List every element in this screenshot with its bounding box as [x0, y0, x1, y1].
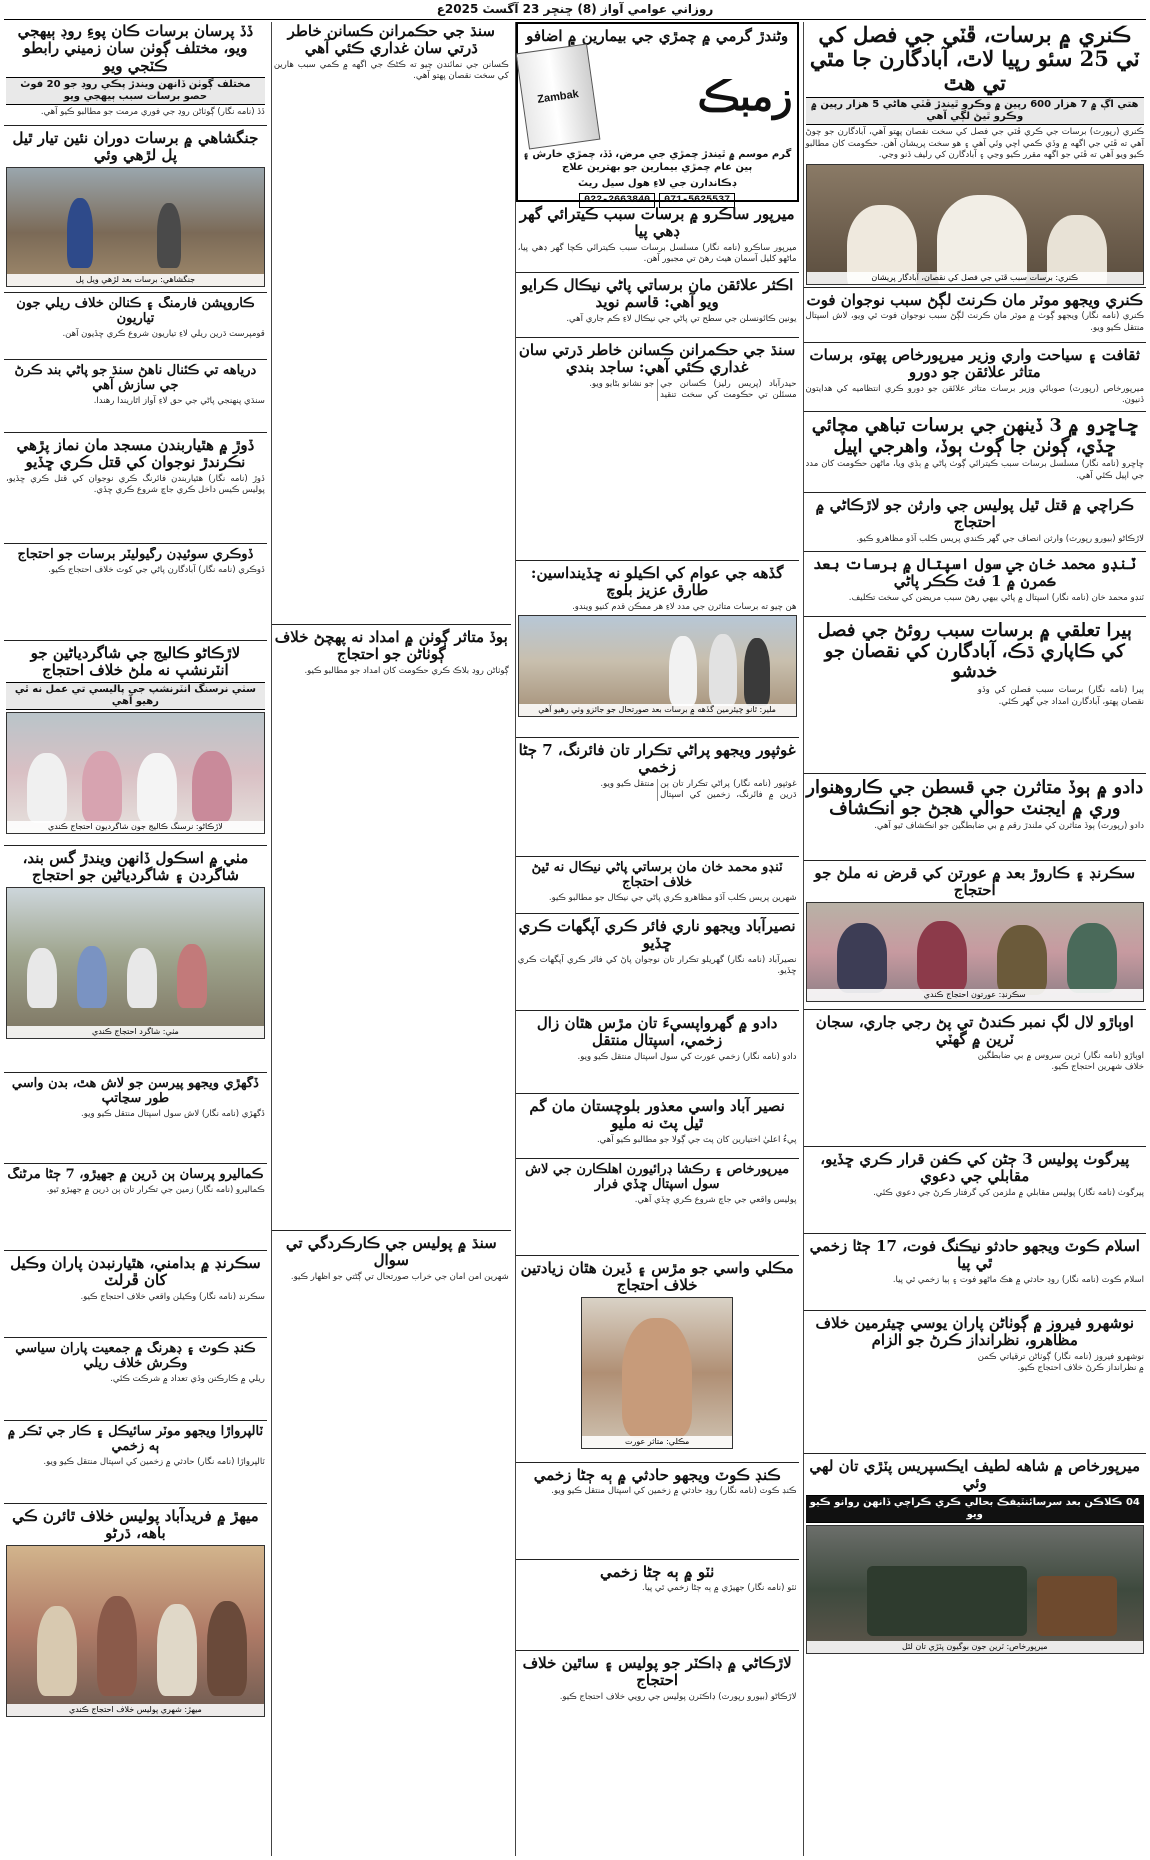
headline: ڪاروپشن فارمنگ ۽ ڪنالن خلاف ريلي جون تياريون [16, 296, 255, 326]
story-jamiat-rally [4, 1341, 267, 1421]
story-canal-conspiracy [4, 363, 267, 433]
story-body: ڪنري (رپورٽ) برسات جي ڪري ڦٽي جي فصل کي سخت نقصان پهتو آهي، آبادگارن جو چوڻ آهي ته ڦٽي جي اگهه ۾ وڏي ڪمي اچي وئي آهي ۽ هو سخت پريشان آهن. حڪومت کان مطالبو ڪيو ويو آهي ته ڦٽي جو اگهه مقرر ڪيو وڃي ۽ آبادگارن کي رليف ڏنو وڃي. [805, 127, 1144, 161]
headline: گڏهه جي عوام کي اڪيلو نه ڇڏينداسين: طارق عزيز بلوچ [530, 564, 784, 600]
headline: ٻيرا تعلقي ۾ برسات سبب روئڻ جي فصل کي ڪاپاري ڌڪ، آبادگارن کي نقصان جو خدشو [817, 620, 1132, 683]
story-body: سنڌي پنهنجي پاڻي جي حق لاءِ آواز اٿاريندا رهندا. [93, 395, 265, 406]
story-body: ڇاڇرو (نامه نگار) مسلسل برسات سبب ڪيترائي ڳوٺ پاڻي ۾ ٻڏي ويا، ماڻهن حڪومت کان مدد جي اپيل ڪئي آهي. [805, 459, 1144, 481]
story-body: لاڙڪاڻو (بيورو رپورٽ) ڊاڪٽرن پوليس جي رويي خلاف احتجاج ڪيو. [559, 1691, 797, 1702]
headline: ميرپور ساڪرو ۾ برسات سبب ڪيترائي گهر ڊهي پيا [519, 205, 795, 241]
story-body: اوٻاڙو (نامه نگار) ٽرين سروس ۾ بي ضابطگين خلاف شهرين احتجاج ڪيو. [977, 1050, 1144, 1072]
story-dadu-wife [516, 1014, 799, 1094]
subheadline: هتي اڳ ۾ 7 هزار 600 رپين ۾ وڪرو ٿيندڙ ڦٽي هاڻي 5 هزار رپين ۾ وڪرو ٿيڻ لڳي آهي [806, 97, 1144, 125]
story-body: ڪنڊ ڪوٽ (نامه نگار) روڊ حادثي ۾ زخمين کي اسپتال منتقل ڪيو ويو. [551, 1486, 797, 1497]
photo-caption: لاڙڪاڻو: نرسنگ ڪاليج جون شاگرديون احتجاج ڪندي [7, 821, 264, 833]
headline: دادو ۾ ٻوڏ متاثرن جي قسطن جي ڪاروهنوار وري ۾ ايجنٽ حوالي هجڻ جو انڪشاف [806, 777, 1144, 819]
headline: ٽنڊو محمد خان جي سول اسپتال ۾ برسات بعد ڪمرن ۾ 1 فٽ ڪڪر پاڻي [813, 555, 1137, 591]
story-body: ميرپورخاص (رپورٽ) صوبائي وزير برسات متاثر علائقن جو دورو ڪري انتظاميه کي هدايتون ڏنيون. [805, 383, 1144, 405]
headline: ڏگهڙي ويجهو پيرسن جو لاش هٿ، بدن واسي طور سڃاتپ [11, 1076, 259, 1106]
headline: ميهڙ ۾ فريدآباد پوليس خلاف ٿائرن ڪي باهه، ڌرڻو [12, 1507, 259, 1543]
story-body: ڏوڙ (نامه نگار) هٿياربندن فائرنگ ڪري نوجوان کي قتل ڪري ڇڏيو، پوليس ڪيس داخل ڪري جاچ شروع ڪري ڇڏي. [6, 473, 265, 495]
headline: سنڌ جي حڪمرانن ڪسانن خاطر ڌرتي سان غداري ڪئي آهي [287, 22, 495, 58]
story-ghauspur-firing [516, 741, 799, 857]
newspaper-page [4, 22, 1146, 1856]
story-larkana-doctor [516, 1654, 799, 1747]
story-makli-woman [516, 1259, 799, 1463]
headline: ڪنري ۾ برسات، ڦٽي جي فصل کي ٽي 25 سئو رپيا لاٿ، آبادگارن جا مٿي تي هٿ [809, 22, 1140, 96]
story-body: شهرين امن امان جي خراب صورتحال تي ڳڻتي جو اظهار ڪيو. [290, 1271, 509, 1282]
headline: سڪرنڊ ۽ ڪاروڙ بعد ۾ عورتن کي قرض نه ملڻ جو احتجاج [814, 864, 1136, 900]
story-dour-murder [4, 436, 267, 544]
story-dadu-road [4, 22, 267, 126]
story-body: ٺٽو (نامه نگار) جهيڙي ۾ ٻه ڄڻا زخمي ٿي پيا. [642, 1583, 797, 1594]
story-body: ڳوٺاڻن روڊ بلاڪ ڪري حڪومت کان امداد جو مطالبو ڪيو. [304, 665, 509, 676]
story-body: پيءُ اعليٰ اختيارين کان پٽ جي ڳولا جو مطالبو ڪيو آهي. [596, 1134, 797, 1145]
story-body: ريلي ۾ ڪارڪنن وڏي تعداد ۾ شرڪت ڪئي. [110, 1373, 265, 1384]
headline: لاڙڪاڻو ڪاليج جي شاگردياڻين جو انٽرنشپ نه ملڻ خلاف احتجاج [30, 644, 241, 680]
headline: سنڌ جي حڪمرانن ڪسانن خاطر ڌرتي سان غداري ڪئي آهي: ساجد بندي [518, 341, 796, 377]
story-body: ٻيرا (نامه نگار) برسات سبب فصلن کي وڏو نقصان پهتو، آبادگارن امداد جي گهر ڪئي. [977, 685, 1144, 707]
headline: درياهه تي ڪئنال ناهڻ سنڌ جو پاڻي بند ڪرڻ جي سازش آهي [14, 363, 257, 393]
photo-caption: ميهڙ: شهري پوليس خلاف احتجاج ڪندي [7, 1704, 264, 1716]
photo-officials-visit [518, 615, 797, 717]
story-water-drain [516, 276, 799, 338]
story-rulers-farmers [516, 341, 799, 561]
column-3 [271, 22, 511, 1856]
story-body: حيدرآباد (پريس رليز) ڪسانن جي مسئلن تي حڪومت کي سخت تنقيد جو نشانو بڻايو ويو. [589, 378, 797, 400]
headline: جنگشاهي ۾ برسات دوران نئين تيار ٿيل پل لڙهي وئي [12, 129, 259, 165]
story-kamalero-clash [4, 1167, 267, 1251]
story-body: ميرپور ساڪرو (نامه نگار) مسلسل برسات سبب ڪيترائي ڪچا گهر ڊهي پيا، ماڻهو کليل آسمان هيٺ رهڻ تي مجبور آهن. [517, 242, 797, 264]
story-sakrand-lawyer [4, 1254, 267, 1338]
story-body: هن چيو ته برسات متاثرن جي مدد لاءِ هر ممڪن قدم کنيو ويندو. [572, 601, 797, 612]
ad-row [522, 48, 793, 145]
headline: اسلام ڪوٽ ويجهو حادثو نيڪنگ فوت، 17 ڄڻا زخمي ٿي پيا [809, 1237, 1140, 1273]
ad-brand: زمبڪ [697, 72, 793, 120]
story-body: پوليس واقعي جي جاچ شروع ڪري ڇڏي آهي. [634, 1194, 797, 1205]
story-nursing-students [4, 644, 267, 846]
story-naushahro-protest [804, 1314, 1146, 1454]
story-current-death [804, 291, 1146, 343]
photo-derailed-train [806, 1525, 1144, 1655]
headline: ڇاڇرو ۾ 3 ڏينهن جي برسات تباهي مچائي ڇڏي، ڳوٺن جا ڳوٺ ٻوڏ، واهرجي اپيل [811, 415, 1138, 457]
story-lead-cotton [804, 22, 1146, 288]
photo-caption: ڪنري: برسات سبب ڦٽي جي فصل کي نقصان، آبادگار پريشان [807, 272, 1143, 284]
story-body: ڪماليرو (نامه نگار) زمين جي تڪرار تان ٻن ڌرين ۾ جهيڙو ٿيو. [46, 1184, 265, 1195]
story-sakrand-women [804, 864, 1146, 1010]
headline: ڪنڊ ڪوٽ ويجهو حادثي ۾ ٻه ڄڻا زخمي [533, 1466, 781, 1484]
story-train-derail [804, 1457, 1146, 1656]
headline: ڪنڊ ڪوٽ ۽ ڊهرنگ ۾ جمعيت پاران سياسي وڪرش خلاف ريلي [15, 1341, 256, 1371]
headline: لاڙڪاڻي ۾ ڊاڪٽر جو پوليس ۽ ساٿين خلاف احتجاج [522, 1654, 792, 1690]
headline: ڪراچي ۾ قتل ٿيل پوليس جي وارثن جو لاڙڪاڻي ۾ احتجاج [815, 496, 1134, 532]
photo-caption: جنگشاهي: برسات بعد لڙهي ويل پل [7, 274, 264, 286]
story-jungshahi-bridge [4, 129, 267, 293]
story-body: ڏوڪري (نامه نگار) آبادگارن پاڻي جي کوٽ خلاف احتجاج ڪيو. [48, 564, 265, 575]
headline: ثقافت ۽ سياحت واري وزير ميرپورخاص پهتو، برسات متاثر علائقن جو دورو [809, 346, 1140, 382]
headline: سنڌ ۾ پوليس جي ڪارڪردگي تي سوال [285, 1234, 497, 1270]
story-dagharhi-body [4, 1076, 267, 1164]
photo-caption: مٺي: شاگرد احتجاج ڪندي [7, 1026, 264, 1038]
story-corporate-farming [4, 296, 267, 360]
story-minister-visit [804, 346, 1146, 412]
headline: ڪنري ويجهو موٽر مان ڪرنٽ لڳڻ سبب نوجوان فوت [806, 291, 1143, 309]
story-body: قومپرست ڌرين ريلي لاءِ تياريون شروع ڪري ڇڏيون آهن. [62, 328, 265, 339]
story-thatta [516, 1563, 799, 1651]
headline: ڪماليرو پرسان ٻن ڌرين ۾ جهيڙو، 7 ڄڻا مرڻنگ [7, 1167, 264, 1182]
story-body: شهرين پريس ڪلب آڏو مظاهرو ڪري پاڻي جي نيڪال جو مطالبو ڪيو. [548, 892, 797, 903]
photo-cotton-sacks [806, 164, 1144, 285]
story-body: دادو (رپورٽ) ٻوڏ متاثرن کي ملندڙ رقم ۾ بي ضابطگين جو انڪشاف ٿيو آهي. [874, 821, 1144, 832]
photo-caption: سڪرنڊ: عورتون احتجاج ڪندي [807, 989, 1143, 1001]
headline: ٽالپرواڙا ويجهو موٽر سائيڪل ۽ ڪار جي ٽڪر ۾ ٻه زخمي [7, 1424, 264, 1454]
zambak-pack-image: Zambak [515, 44, 600, 150]
photo-woman-portrait [581, 1297, 733, 1449]
story-tariq-baloch [516, 564, 799, 738]
masthead: روزاني عوامي آواز (8) ڇنڇر 23 آگسٽ 2025ع [436, 2, 714, 16]
zambak-advertisement [516, 22, 799, 207]
story-body: سڪرنڊ (نامه نگار) وڪيلن واقعي خلاف احتجاج ڪيو. [80, 1291, 265, 1302]
story-pirgoth-police [804, 1150, 1146, 1234]
story-bera-crops [804, 620, 1146, 774]
headline: سڪرنڊ ۾ بدامني، هٿيارنبدن پاران وڪيل کان ڦرلٽ [10, 1254, 261, 1290]
story-mithi-school [4, 849, 267, 1073]
subheadline: مختلف ڳوٺن ڏانهن ويندڙ پڪي روڊ جو 20 فوٽ حصو برسات سبب ٻيهجي ويو [6, 77, 265, 105]
column-4 [4, 22, 267, 1856]
headline: غوثپور ويجهو پراڻي تڪرار تان فائرنگ، 7 ڄڻا زخمي [518, 741, 796, 777]
story-col3-farmers [272, 22, 511, 625]
story-body: دادو (نامه نگار) زخمي عورت کي سول اسپتال منتقل ڪيو ويو. [577, 1051, 797, 1062]
story-mehar-protest [4, 1507, 267, 1738]
headline: مٺي ۾ اسڪول ڏانهن ويندڙ گس بند، شاگردن ۽ شاگردياڻين جو احتجاج [22, 849, 249, 885]
story-body: نصيرآباد (نامه نگار) گهريلو تڪرار تان نوجوان پاڻ کي فائر ڪري آپگهات ڪري ڇڏيو. [517, 954, 797, 976]
headline: نصير آباد واسي معذور بلوچستان مان گم ٿيل پٽ نه مليو [529, 1097, 785, 1133]
headline: ٺٽو ۾ ٻه ڄڻا زخمي [599, 1563, 715, 1581]
headline: ٻوڏ متاثر ڳوٺن ۾ امداد نه پهچڻ خلاف ڳوٺاڻن جو احتجاج [274, 628, 508, 664]
column-2 [515, 22, 799, 1856]
headline: پيرگوٺ پوليس 3 ڄڻن کي ڪفن قرار ڪري ڇڏيو، مقابلي جي دعوي [820, 1150, 1130, 1186]
headline: ٽنڊو محمد خان مان برساتي پاڻي نيڪال نه ٿيڻ خلاف احتجاج [531, 860, 783, 890]
story-body: لاڙڪاڻو (بيورو رپورٽ) وارثن انصاف جي گهر ڪندي پريس ڪلب آڏو مظاهرو ڪيو. [856, 533, 1144, 544]
ad-phone-1: 071-5625537 [659, 193, 735, 208]
story-body: ڪسانن جي نمائندن چيو ته ڪڻڪ جي اگهه ۾ ڪمي سبب هارين کي سخت نقصان پهتو آهي. [273, 59, 509, 81]
story-body: غوثپور (نامه نگار) پراڻي تڪرار تان ٻن ڌرين ۾ فائرنگ، زخمين کي اسپتال منتقل ڪيو ويو. [600, 778, 797, 800]
story-body: نوشهرو فيروز (نامه نگار) ڳوٺاڻن ترقياتي ڪمن ۾ نظرانداز ڪرڻ خلاف احتجاج ڪيو. [977, 1351, 1144, 1373]
photo-nursing-protest [6, 712, 265, 834]
headline: نوشهرو فيروز ۾ ڳوٺاڻن پاران يوسي چيئرمين خلاف مظاهرو، نظرانداز ڪرڻ جو الزام [815, 1314, 1134, 1350]
photo-collapsed-bridge [6, 167, 265, 287]
story-karachi-police [804, 496, 1146, 552]
headline: اوٻاڙو لال لڳ نمبر ڪندڻ تي پڻ رجي جاري، سجان ٽرين ۾ گهٽي [815, 1013, 1134, 1049]
story-hospital-water [804, 555, 1146, 617]
headline: ڏوڪري سوئيڊن رگيوليٽر برسات جو احتجاج [17, 547, 254, 562]
headline: دادو ۾ گهرواپسيءَ تان مڙس هٿان زال زخمي، اسپتال منتقل [536, 1014, 778, 1050]
subheadline: 04 ڪلاڪن بعد سرسائنٽيفڪ بحالي ڪري ڪراچي ڏانهن روانو ڪيو ويو [806, 1495, 1144, 1523]
story-obaro-train [804, 1013, 1146, 1147]
story-body: ڏڏ (نامه نگار) ڳوٺاڻن روڊ جي فوري مرمت جو مطالبو ڪيو آهي. [40, 106, 265, 117]
column-1 [803, 22, 1146, 1856]
story-houses-collapse [516, 205, 799, 273]
subheadline: سٺي نرسنگ انٽرنشپ جي پاليسي تي عمل نه ٿي رهيو آهي [6, 682, 265, 710]
story-body: ڪنري (نامه نگار) ويجهو ڳوٺ ۾ موٽر مان ڪرنٽ لڳڻ سبب نوجوان فوت ٿي ويو، لاش اسپتال منتقل ڪيو ويو. [805, 311, 1144, 333]
photo-caption: ملير: ٿانو چيئرمين گڏهه ۾ برسات بعد صورتحال جو جائزو وٺي رهيو آهي [519, 704, 796, 716]
ad-headline: وڻندڙ گرمي ۾ چمڙي جي بيمارين ۾ اضافو [526, 27, 789, 45]
story-body: ٽالپرواڙا (نامه نگار) حادثي ۾ زخمين کي اسپتال منتقل ڪيو ويو. [43, 1456, 265, 1467]
headline: ميرپورخاص ۽ رڪشا ڊرائيورن اهلڪارن جي لاش سول اسپتال ڇڏي فرار [525, 1162, 790, 1192]
headline: ڏڏ پرسان برسات ڪان پوءِ روڊ ٻيهجي ويو، مختلف ڳوٺن سان زميني رابطو ڪٽجي ويو [17, 22, 254, 75]
ad-text: گرم موسم ۾ ٿيندڙ چمڙي جي مرض، ڏڏ، چمڙي خارش ۽ ٻين عام چمڙي بيمارين جو بهترين علاج [522, 149, 792, 174]
story-missing-son [516, 1097, 799, 1159]
story-body: يونين ڪائونسلن جي سطح تي پاڻي جي نيڪال لاءِ ڪم جاري آهي. [566, 313, 797, 324]
story-dokri-regulator [4, 547, 267, 641]
headline: اڪثر علائقن مان برساتي پاڻي نيڪال ڪرايو ويو آهي: قاسم نويد [520, 276, 794, 312]
story-body: پيرگوٺ (نامه نگار) پوليس مقابلي ۾ ملزمن کي گرفتار ڪرڻ جي دعوي ڪئي. [873, 1187, 1144, 1198]
photo-caption: ميرپورخاص: ٽرين جون بوگيون پٽڙي تان لٿل [807, 1641, 1143, 1653]
story-tmk-protest [516, 860, 799, 914]
story-nasirabad-suicide [516, 917, 799, 1011]
headline: مڪلي واسي جو مڙس ۽ ڏيرن هٿان زيادتين خلاف احتجاج [520, 1259, 794, 1295]
story-col3-relief [272, 628, 511, 1231]
masthead-rule [4, 19, 1146, 20]
headline: ڏوڙ ۾ هٿياربندن مسجد مان نماز پڙهي نڪرندڙ نوجوان کي قتل ڪري ڇڏيو [16, 436, 255, 472]
story-islamkot-accident [804, 1237, 1146, 1311]
photo-caption: مڪلي: متاثر عورت [582, 1436, 732, 1448]
story-body: ڏگهڙي (نامه نگار) لاش سول اسپتال منتقل ڪيو ويو. [81, 1108, 265, 1119]
photo-women-protest [806, 902, 1144, 1002]
ad-phone-2: 022-2663840 [579, 193, 655, 208]
ad-dealer: ڊڪاندارن جي لاءِ هول سيل ريٽ [577, 178, 737, 190]
story-rickshaw-drivers [516, 1162, 799, 1256]
story-talhar-accident [4, 1424, 267, 1504]
story-kandhkot-accident [516, 1466, 799, 1560]
story-dadu-flood [804, 777, 1146, 861]
story-chachro-rain [804, 415, 1146, 493]
photo-mehar-protest [6, 1545, 265, 1717]
headline: نصيرآباد ويجهو ناري فائر ڪري آپگهات ڪري ڇڏيو [518, 917, 796, 953]
headline: ميرپورخاص ۾ شاهه لطيف ايڪسپريس پٽڙي تان لهي وئي [809, 1457, 1141, 1493]
story-col3-police [272, 1234, 511, 1856]
photo-students-protest [6, 887, 265, 1039]
story-body: ٽنڊو محمد خان (نامه نگار) اسپتال ۾ پاڻي بيهي رهڻ سبب مريضن کي سخت تڪليف. [848, 592, 1144, 603]
story-body: اسلام ڪوٽ (نامه نگار) روڊ حادثي ۾ هڪ ماڻهو فوت ۽ ٻيا زخمي ٿي پيا. [892, 1274, 1144, 1285]
